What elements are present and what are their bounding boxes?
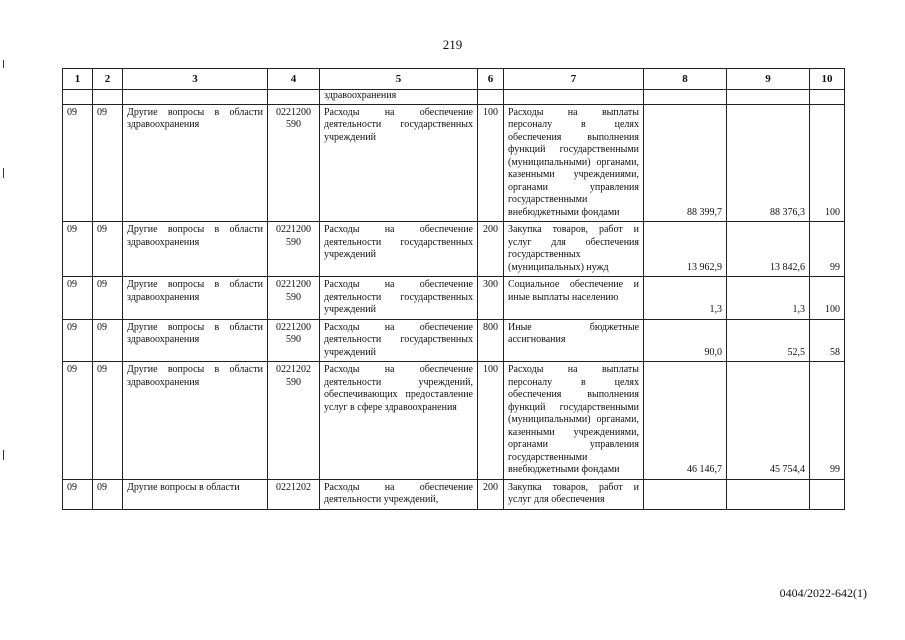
planned-amount-cell: 88 399,7 [644,104,727,222]
planned-amount-cell [644,479,727,509]
column-header: 8 [644,69,727,90]
document-code: 0404/2022-642(1) [779,586,867,600]
table-row [63,319,845,362]
column-header: 2 [93,69,123,90]
section-code-cell: 09 [63,104,93,222]
subsection-name-cell: Другие вопросы в области здравоохранения [123,362,268,480]
table-row [63,479,845,509]
margin-mark [3,450,4,460]
target-article-cell: 0221200 590 [268,222,320,277]
executed-amount-cell [727,479,810,509]
section-code-cell: 09 [63,222,93,277]
article-name-cell: Расходы на обеспечение деятельности государственных учреждений [320,104,478,222]
expense-type-name-cell: Закупка товаров, работ и услуг для обеспечения [504,479,644,509]
expense-type-name-cell: Иные бюджетные ассигнования [504,319,644,362]
expense-type-name-cell: Закупка товаров, работ и услуг для обеспечения государственных (муниципальных) нужд [504,222,644,277]
column-header: 7 [504,69,644,90]
executed-amount-cell: 1,3 [727,277,810,320]
article-name-cell: Расходы на обеспечение деятельности государственных учреждений [320,222,478,277]
subsection-name-cell: Другие вопросы в области здравоохранения [123,104,268,222]
article-name-cell: Расходы на обеспечение деятельности учреждений, обеспечивающих предоставление услуг в сфере здравоохранения [320,362,478,480]
target-article-cell: 0221202 590 [268,362,320,480]
expense-type-name-cell: Расходы на выплаты персоналу в целях обеспечения выполнения функций государственными (муниципальными) органами, казенными учреждениями, органами управления государственными внебюджетными фондами [504,104,644,222]
table-row [63,362,845,480]
subsection-name-cell: Другие вопросы в области здравоохранения [123,277,268,320]
execution-percent-cell: 100 [810,277,845,320]
execution-percent-cell [810,479,845,509]
subsection-name-cell: Другие вопросы в области [123,479,268,509]
expense-type-name-cell: Расходы на выплаты персоналу в целях обеспечения выполнения функций государственными (муниципальными) органами, казенными учреждениями, органами управления государственными внебюджетными фондами [504,362,644,480]
execution-percent-cell: 100 [810,104,845,222]
expense-type-name-cell: Социальное обеспечение и иные выплаты населению [504,277,644,320]
section-code-cell: 09 [63,277,93,320]
execution-percent-cell: 58 [810,319,845,362]
subsection-code-cell: 09 [93,222,123,277]
expense-type-code-cell: 100 [478,104,504,222]
margin-mark [3,60,4,68]
subsection-code-cell: 09 [93,277,123,320]
subsection-code-cell: 09 [93,362,123,480]
subsection-code-cell: 09 [93,104,123,222]
section-code-cell: 09 [63,479,93,509]
column-header: 5 [320,69,478,90]
article-name-cell: Расходы на обеспечение деятельности учреждений, [320,479,478,509]
planned-amount-cell: 90,0 [644,319,727,362]
executed-amount-cell: 88 376,3 [727,104,810,222]
section-code-cell: 09 [63,362,93,480]
expense-type-code-cell: 200 [478,479,504,509]
section-code-cell: 09 [63,319,93,362]
column-header: 1 [63,69,93,90]
expense-type-code-cell: 100 [478,362,504,480]
planned-amount-cell: 13 962,9 [644,222,727,277]
target-article-cell: 0221200 590 [268,104,320,222]
target-article-cell: 0221200 590 [268,277,320,320]
continuation-text: здравоохранения [320,90,478,105]
target-article-cell: 0221202 [268,479,320,509]
planned-amount-cell: 46 146,7 [644,362,727,480]
subsection-code-cell: 09 [93,479,123,509]
continuation-row [63,90,845,105]
expense-type-code-cell: 200 [478,222,504,277]
subsection-code-cell: 09 [93,319,123,362]
article-name-cell: Расходы на обеспечение деятельности государственных учреждений [320,277,478,320]
target-article-cell: 0221200 590 [268,319,320,362]
subsection-name-cell: Другие вопросы в области здравоохранения [123,319,268,362]
expense-type-code-cell: 300 [478,277,504,320]
margin-mark [3,168,4,178]
column-header: 4 [268,69,320,90]
expense-type-code-cell: 800 [478,319,504,362]
budget-table [62,68,845,510]
column-header: 10 [810,69,845,90]
executed-amount-cell: 52,5 [727,319,810,362]
execution-percent-cell: 99 [810,362,845,480]
planned-amount-cell: 1,3 [644,277,727,320]
table-row [63,277,845,320]
column-header: 6 [478,69,504,90]
executed-amount-cell: 13 842,6 [727,222,810,277]
header-row [63,69,845,90]
table-row [63,222,845,277]
page-number: 219 [442,37,463,52]
execution-percent-cell: 99 [810,222,845,277]
article-name-cell: Расходы на обеспечение деятельности государственных учреждений [320,319,478,362]
column-header: 9 [727,69,810,90]
subsection-name-cell: Другие вопросы в области здравоохранения [123,222,268,277]
column-header: 3 [123,69,268,90]
executed-amount-cell: 45 754,4 [727,362,810,480]
table-row [63,104,845,222]
